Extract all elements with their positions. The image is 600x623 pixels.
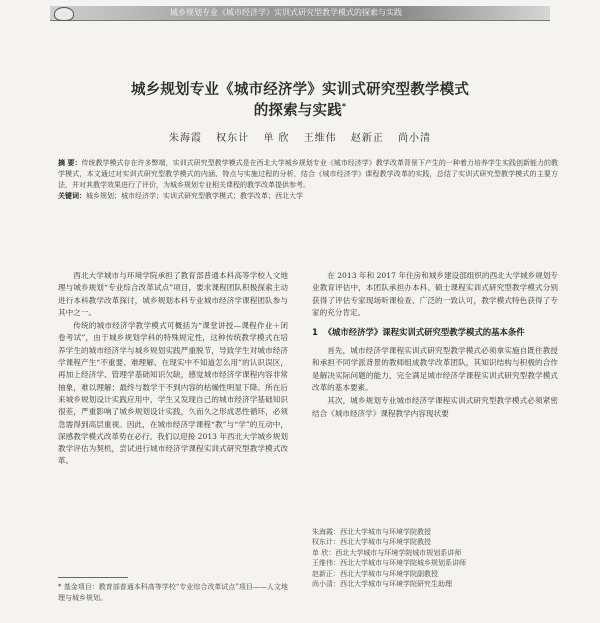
running-header: [50, 6, 550, 21]
footnote-text: 教育部普通本科高等学校“专业综合改革试点”项目——人文地理与城乡规划。: [58, 583, 288, 602]
abstract-text: 传统教学模式存在许多弊端，实训式研究型教学模式是在西北大学城乡规划专业《城市经济学》教学改革背景下产生的一种着力培养学生实践创新能力的教学模式，本文通过对实训式研究型教学模式的内涵、特点与实施过程的分析，结合《城市经济学》课程教学改革的实践，总结了实训式研究型教学模式的主要方法，并对其教学效果进行了评价，为城乡规划专业相关课程的教学改革提供参考。: [58, 159, 558, 189]
body-paragraph: 西北大学城市与环境学院承担了教育部普通本科高等学校人文地理与城乡规划“专业综合改革试点”项目，要求课程团队积极探索主动进行本科教学改革探讨，城乡规划本科专业城市经济学课程团队参与其中之一。: [58, 271, 288, 317]
keywords-label: 关键词：: [58, 192, 86, 201]
footnote-mark: *: [58, 583, 62, 591]
author-bio: 赵新正：西北大学城市与环境学院副教授: [312, 569, 438, 578]
body-paragraph: 首先，城市经济学课程实训式研究型教学模式必须拿实施自既往教授和承担不同学派背景的教师组成教学改革团队，其知识结构与积极的合作是解决实际问题的能力，完全满足城市经济学课程实训式研究型教学模式改革的基本要素。: [312, 346, 558, 393]
author-bio: 权东计：西北大学城市与环境学院教授: [312, 538, 431, 547]
author-bio: 单 欣：西北大学城市与环境学院城市规划系讲师: [312, 548, 462, 557]
paper-title-line-2-text: 的探索与实践: [253, 103, 342, 119]
paper-title-line-2: [100, 99, 500, 120]
journal-logo-icon: [54, 7, 74, 21]
body-column-left: [58, 270, 288, 469]
author-bio: 朱海霞：西北大学城市与环境学院教授: [312, 528, 431, 536]
author-name: 权东计: [216, 133, 250, 144]
footnote-divider: [58, 577, 128, 578]
author-bio: 王维伟：西北大学城市与环境学院城乡规划系讲师: [312, 559, 466, 568]
funding-footnote: [58, 582, 288, 604]
body-paragraph: 传统的城市经济学教学模式可概括为“课堂讲授—课程作业＋闭卷考试”，由于城乡规划学科的特殊规定性，这种传统教学模式在培养学生的城市经济学与城乡规划实践严重脱节，导致学生对城市经济学课程产生“不重要、难理解、在现实中不知道怎么用”的认识误区，再加上经济学、管理学基础知识欠缺，感觉城市经济学课程内容非常抽象，难以理解；最终与数学干不到内容的枯燥性明显下降。所在后来城乡规划设计实践应用中，学生又发现自己的城市经济学基础知识很差，严重影响了城乡规划设计实践，久而久之形成恶性循环，必须急需得到高层重视。因此，在城市经济学课程“教”与“学”的互动中，深感教学模式改革势在必行。我们以迎接 2013 年西北大学城乡规划教学评估为契机，尝试进行城市经济学课程实训式研究型教学模式改革。: [58, 321, 288, 466]
author-name: 赵新正: [350, 133, 384, 144]
body-paragraph: 其次，城乡规划专业城市经济学课程实训式研究型教学模式必须紧密结合《城市经济学》课程教学内容现状要: [312, 396, 558, 418]
section-title: 《城市经济学》课程实训式研究型教学模式的基本条件: [323, 327, 525, 338]
author-affiliations: [312, 527, 558, 589]
body-paragraph: 在 2013 年和 2017 年住房和城乡建设部组织的西北大学城乡规划专业教育评估中，本团队承担办本科、硕士课程实训式研究型教学模式分别获得了评估专家现场听课检查、广泛的一致认可，教学模式特色获得了专家的充分肯定。: [312, 271, 558, 317]
author-bio: 尚小清：西北大学城市与环境学院研究生助理: [312, 580, 452, 589]
title-footnote-mark: *: [341, 102, 347, 112]
section-heading: [312, 326, 558, 339]
footnote-label: 基金项目：: [63, 583, 99, 591]
author-name: 王维伟: [303, 133, 337, 144]
section-number: 1: [312, 327, 318, 338]
body-column-right: [312, 270, 558, 421]
abstract-block: [58, 158, 558, 202]
running-header-text: 城乡规划专业《城市经济学》实训式研究型教学模式的探索与实践: [170, 8, 402, 17]
abstract-label: 摘 要：: [58, 159, 82, 167]
keywords-text: 城乡规划；城市经济学；实训式研究型教学模式；教学改革；西北大学: [86, 192, 303, 201]
author-name: 朱海霞: [168, 133, 202, 144]
author-name: 尚小清: [398, 133, 432, 144]
abstract: [58, 158, 558, 190]
keywords: [58, 191, 558, 202]
author-list: [100, 129, 500, 144]
author-name: 单 欣: [263, 133, 290, 144]
paper-title-line-1: 城乡规划专业《城市经济学》实训式研究型教学模式: [130, 82, 470, 98]
